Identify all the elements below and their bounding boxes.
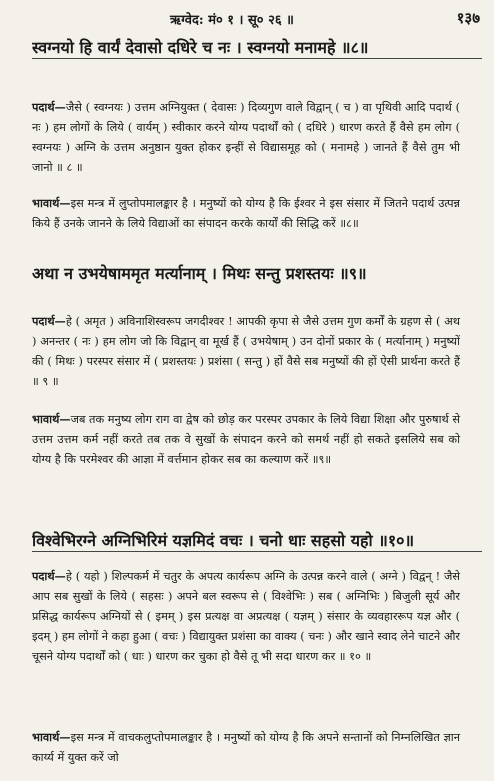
padartha-text: हे ( यहो ) शिल्पकर्म में चतुर के अपत्य कार्यरूप अग्नि के उत्पन्न करने वाले ( अग्ने ) विद्वन् ! जैसे आप सब सुखों के लिये ( सहसः ) अपने बल स्वरूप से ( विश्वेभिः ) सब ( अग्निभिः ) बिजुली सूर्य और प्रसिद्ध कार्यरूप अग्नियों से ( इमम् ) इस प्रत्यक्ष वा अप्रत्यक्ष ( यज्ञम् ) संसार के व्यवहाररूप यज्ञ और ( इदम् ) हम लोगों ने कहा हुआ ( वचः ) विद्यायुक्त प्रशंसा का वाक्य ( चनः ) और खाने स्वाद लेने चाटने और चूसने योग्य पदार्थों को ( धाः ) धारण कर चुका हो वैसे तू भी सदा धारण कर ॥ १० ॥ [32, 570, 460, 663]
page-number: १३७ [456, 9, 480, 27]
bhavartha-label: भावार्थ— [32, 196, 71, 210]
padartha-label: पदार्थ— [32, 100, 66, 114]
bhavartha-8 [32, 193, 460, 234]
running-head: ऋग्वेद: मं० १ । सू० २६ ॥ [170, 13, 294, 28]
bhavartha-text: जब तक मनुष्य लोग राग वा द्वेष को छोड़ कर परस्पर उपकार के लिये विद्या शिक्षा और पुरुषार्थ से उत्तम उत्तम कर्म नहीं करते तब तक वे सुखों के संपादन करने को समर्थ नहीं हो सकते इसलिये सब को योग्य है कि परमेश्वर की आज्ञा में वर्त्तमान होकर सब का कल्याण करें ॥९॥ [32, 413, 460, 466]
verse-10: विश्वेभिरग्ने अग्निभिरिमं यज्ञमिदं वचः । चनो धाः सहसो यहो ॥१०॥ [32, 531, 482, 552]
padartha-10 [32, 566, 460, 667]
verse-8: स्वग्नयो हि वार्यं देवासो दधिरे च नः । स्वग्नयो मनामहे ॥८॥ [32, 38, 482, 59]
bhavartha-label: भावार्थ— [32, 412, 71, 426]
padartha-9 [32, 311, 460, 392]
bhavartha-label: भावार्थ— [32, 730, 71, 744]
bhavartha-10 [32, 727, 460, 768]
bhavartha-text: इस मन्त्र में लुप्तोपमालङ्कार है । मनुष्यों को योग्य है कि ईश्वर ने इस संसार में जितने पदार्थ उत्पन्न किये हैं उनके जानने के लिये विद्याओं का संपादन करके कार्यों की सिद्धि करें ॥८॥ [32, 197, 460, 230]
padartha-text: जैसे ( स्वग्नयः ) उत्तम अग्नियुक्त ( देवासः ) दिव्यगुण वाले विद्वान् ( च ) वा पृथिवी आदि पदार्थ ( नः ) हम लोगों के लिये ( वार्यम् ) स्वीकार करने योग्य पदार्थों को ( दधिरे ) धारण करते हैं वैसे हम लोग ( स्वग्नयः ) अग्नि के उत्तम अनुष्ठान युक्त होकर इन्हीं से विद्यासमूह को ( मनामहे ) जानते हैं वैसे तुम भी जानो ॥ ८ ॥ [32, 101, 460, 174]
page-header [0, 8, 494, 30]
padartha-label: पदार्थ— [32, 569, 66, 583]
verse-9: अथा न उभयेषाममृत मर्त्यानाम् । मिथः सन्तु प्रशस्तयः ॥९॥ [32, 264, 367, 283]
bhavartha-text: इस मन्त्र में वाचकलुप्तोपमालङ्कार है । मनुष्यों को योग्य है कि अपने सन्तानों को निम्नलिखित ज्ञान कार्य्य में युक्त करें जो [32, 731, 460, 764]
padartha-text: हे ( अमृत ) अविनाशिस्वरूप जगदीश्वर ! आपकी कृपा से जैसे उत्तम गुण कर्मों के ग्रहण से ( अथ ) अनन्तर ( नः ) हम लोग जो कि विद्वान् वा मूर्ख हैं ( उभयेषाम् ) उन दोनों प्रकार के ( मर्त्यानाम् ) मनुष्यों की ( मिथः ) परस्पर संसार में ( प्रशस्तयः ) प्रशंसा ( सन्तु ) हों वैसे सब मनुष्यों की हों ऐसी प्रार्थना करते हैं ॥ ९ ॥ [32, 315, 460, 388]
bhavartha-9 [32, 409, 460, 470]
padartha-label: पदार्थ— [32, 314, 66, 328]
padartha-8 [32, 97, 460, 178]
